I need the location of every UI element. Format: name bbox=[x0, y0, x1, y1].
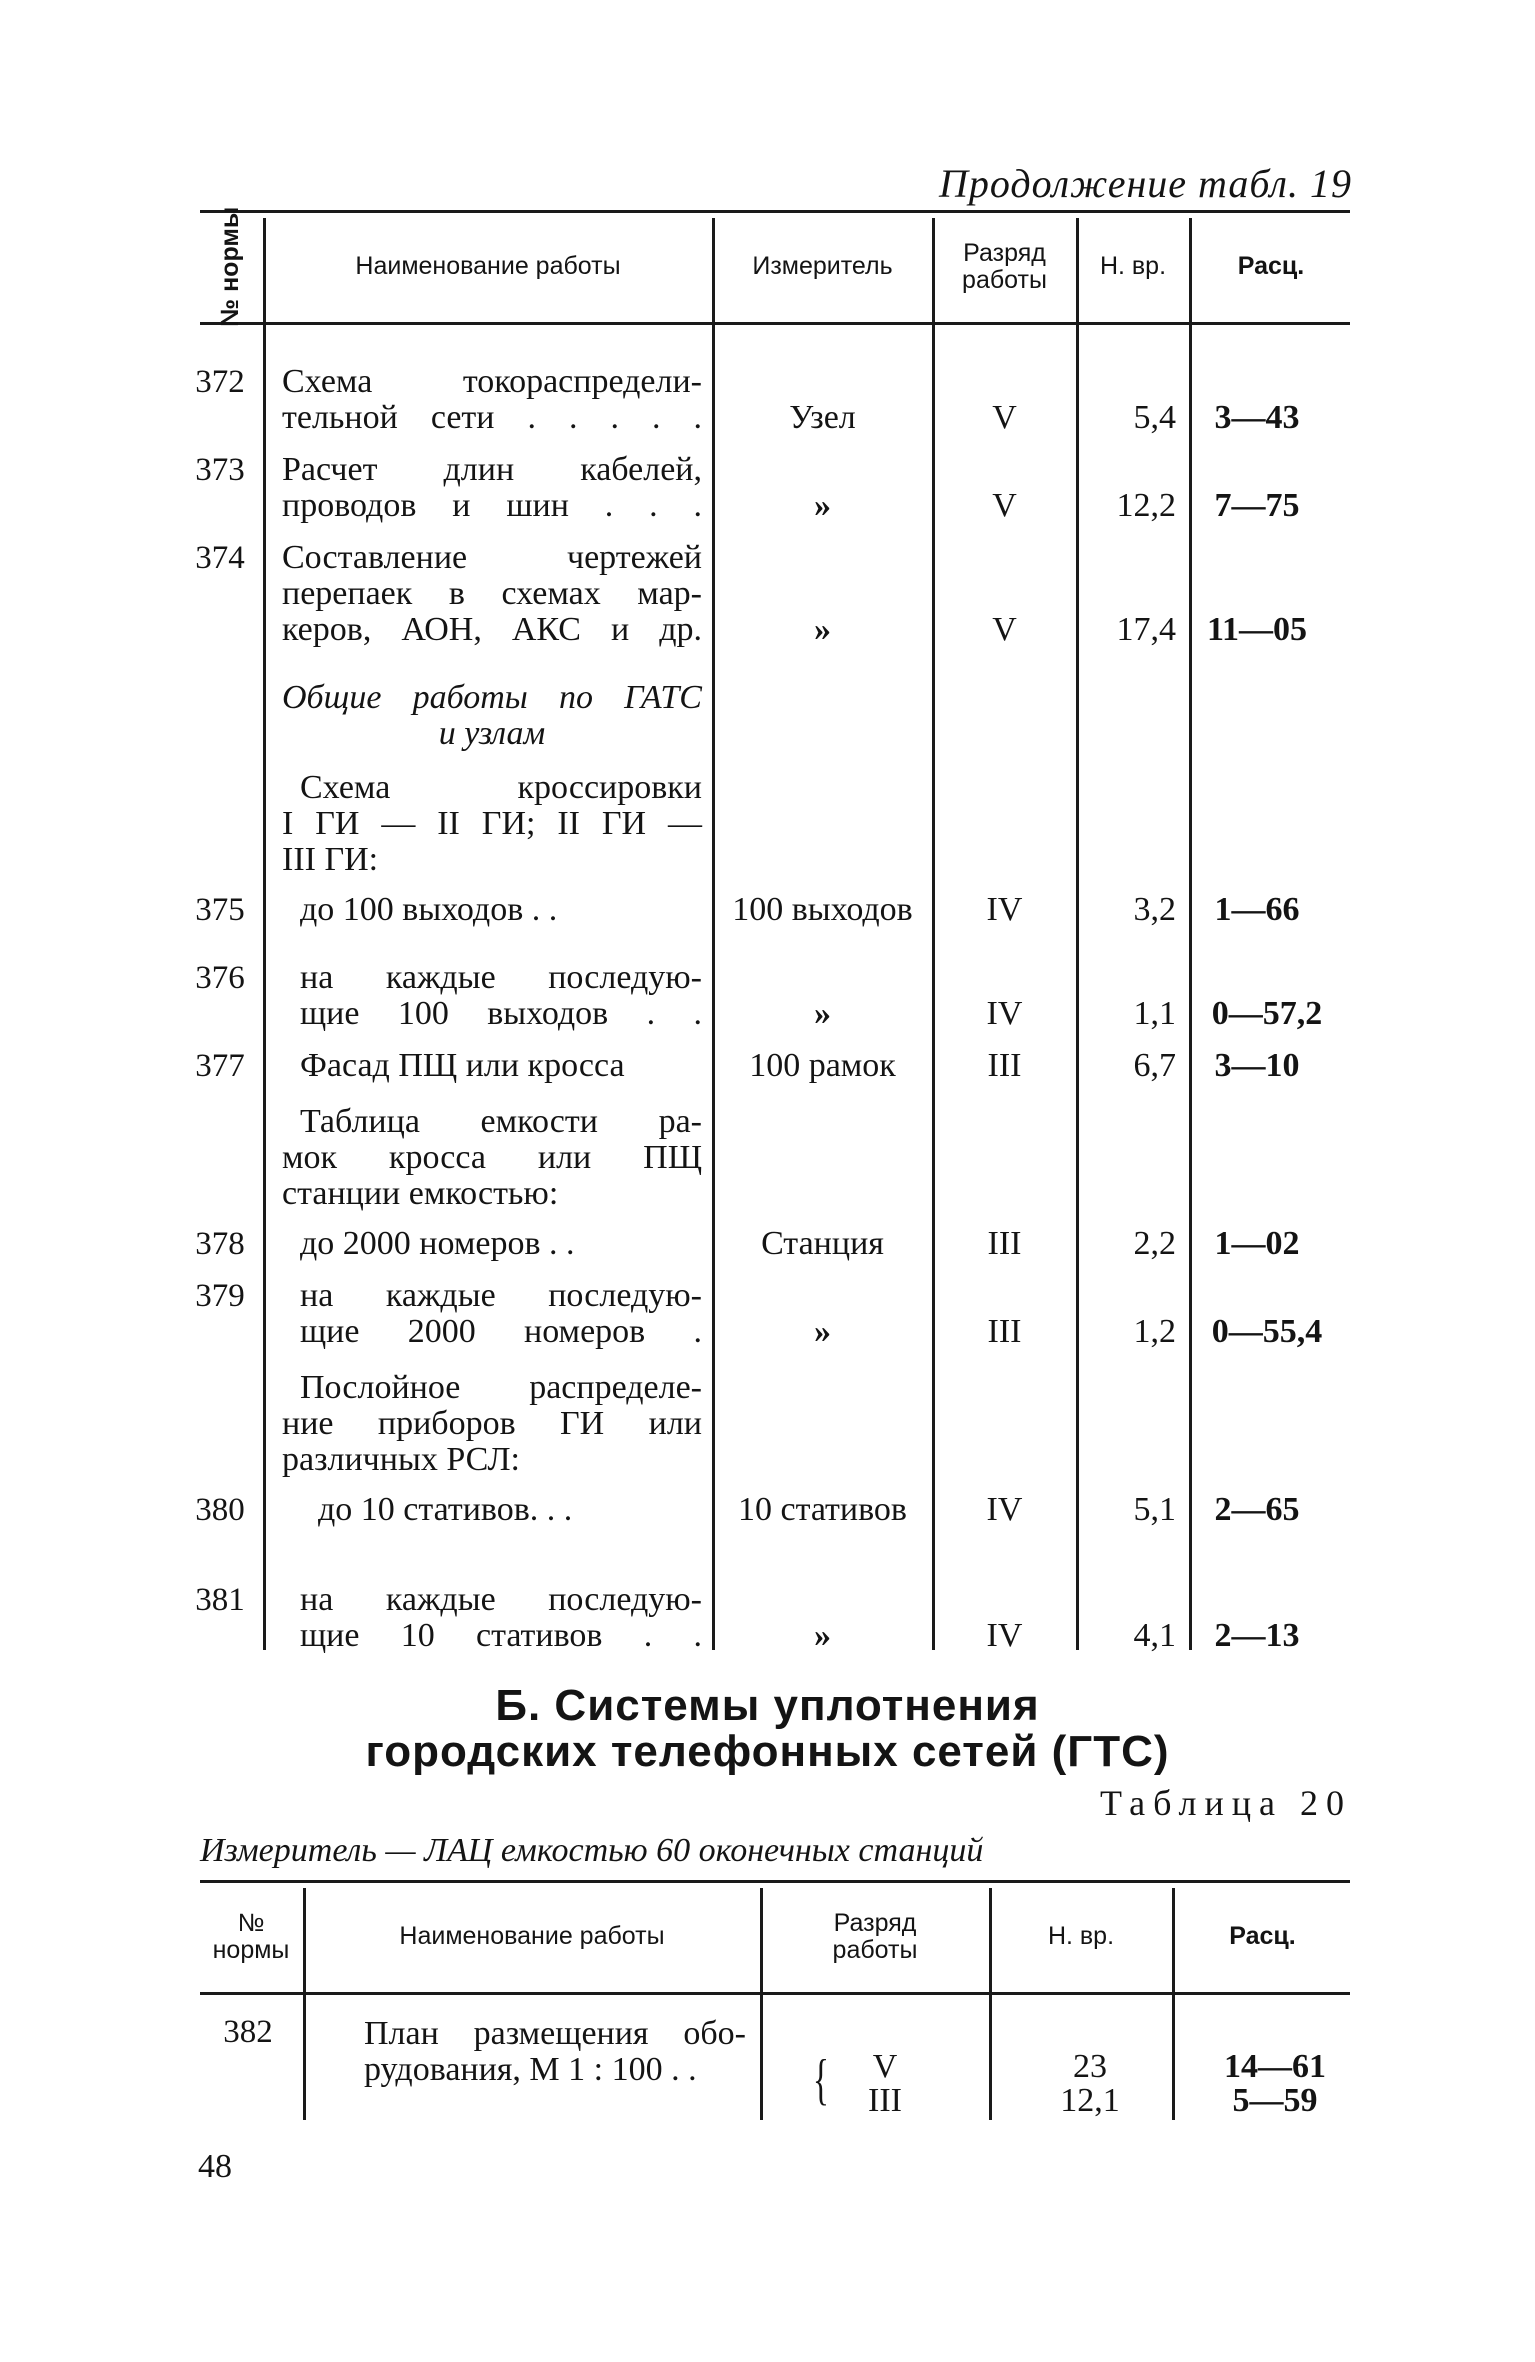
grade: IV bbox=[986, 995, 1023, 1032]
table-label: Таблица 20 bbox=[1100, 1783, 1352, 1823]
row-number: 378 bbox=[195, 1226, 245, 1262]
grade: III bbox=[868, 2082, 902, 2119]
table-top-rule bbox=[200, 210, 1350, 213]
row-number: 380 bbox=[195, 1492, 245, 1528]
header-name: Наименование работы bbox=[399, 1922, 665, 1951]
row-number: 372 bbox=[195, 364, 245, 400]
measure: 100 выходов bbox=[732, 891, 913, 928]
rate: 1—02 bbox=[1214, 1225, 1300, 1262]
work-name bbox=[282, 452, 702, 524]
heading-line: I ГИ — II ГИ; II ГИ — bbox=[282, 805, 703, 842]
measure: Узел bbox=[789, 399, 856, 436]
rate: 3—10 bbox=[1214, 1047, 1300, 1084]
subgroup-heading bbox=[282, 1104, 702, 1212]
name-line: керов, АОН, АКС и др. bbox=[282, 611, 702, 648]
grade: III bbox=[987, 1313, 1022, 1350]
norm-time: 12,1 bbox=[1060, 2082, 1120, 2119]
grade: III bbox=[987, 1047, 1022, 1084]
name-line: тельной сети . . . . . bbox=[282, 399, 702, 436]
norm-time: 23 bbox=[1073, 2048, 1107, 2085]
name-line: проводов и шин . . . bbox=[282, 487, 702, 524]
norm-time: 4,1 bbox=[1133, 1617, 1176, 1654]
header-measure: Измеритель bbox=[752, 252, 893, 281]
header-no: № нормы bbox=[216, 207, 245, 327]
row-number: 376 bbox=[195, 960, 245, 996]
header-rate: Расц. bbox=[1237, 252, 1305, 281]
header-rate: Расц. bbox=[1229, 1922, 1296, 1951]
name-line: перепаек в схемах мар- bbox=[282, 575, 702, 612]
grade: V bbox=[872, 2048, 898, 2085]
name-line: План размещения обо- bbox=[364, 2015, 746, 2052]
name-line: щие 10 стативов . . bbox=[300, 1617, 702, 1654]
header-bottom-rule bbox=[200, 1992, 1350, 1995]
norm-time: 17,4 bbox=[1116, 611, 1176, 648]
heading-line: Общие работы по ГАТС bbox=[282, 679, 702, 716]
norm-time: 5,1 bbox=[1133, 1491, 1176, 1528]
work-name bbox=[282, 1582, 702, 1654]
rate: 3—43 bbox=[1214, 399, 1300, 436]
measure: 10 стативов bbox=[737, 1491, 907, 1528]
grade: IV bbox=[986, 891, 1023, 928]
measure: Станция bbox=[761, 1225, 884, 1262]
norm-time: 3,2 bbox=[1133, 891, 1176, 928]
header-no: № нормы bbox=[212, 1908, 290, 1964]
continuation-caption: Продолжение табл. 19 bbox=[938, 161, 1352, 206]
work-name bbox=[282, 1492, 702, 1528]
work-name bbox=[282, 1226, 702, 1262]
grade: III bbox=[987, 1225, 1022, 1262]
norm-time: 1,2 bbox=[1133, 1313, 1176, 1350]
row-number: 373 bbox=[195, 452, 245, 488]
header-name: Наименование работы bbox=[355, 252, 621, 281]
name-line: Схема токораспредели- bbox=[282, 363, 702, 400]
grade-list bbox=[845, 2050, 925, 2118]
row-number: 377 bbox=[195, 1048, 245, 1084]
row-number: 381 bbox=[195, 1582, 245, 1618]
norm-time: 6,7 bbox=[1133, 1047, 1176, 1084]
work-name bbox=[282, 1048, 702, 1084]
grade: IV bbox=[986, 1491, 1023, 1528]
work-name bbox=[282, 540, 702, 648]
norm-time: 5,4 bbox=[1133, 399, 1176, 436]
name-line: Фасад ПЩ или кросса bbox=[300, 1047, 625, 1084]
name-line: щие 100 выходов . . bbox=[300, 995, 702, 1032]
norm-time: 12,2 bbox=[1116, 487, 1176, 524]
page-number: 48 bbox=[198, 2148, 232, 2185]
name-line: на каждые последую- bbox=[300, 959, 702, 996]
header-grade: Разряд работы bbox=[832, 1908, 918, 1964]
rate: 14—61 bbox=[1224, 2048, 1326, 2085]
col-divider bbox=[263, 218, 266, 1650]
section-title-line-1: Б. Системы уплотнения bbox=[495, 1681, 1040, 1730]
norm-time: 2,2 bbox=[1133, 1225, 1176, 1262]
grade: V bbox=[992, 399, 1017, 436]
row-number: 375 bbox=[195, 892, 245, 928]
measure: » bbox=[814, 995, 831, 1032]
work-name bbox=[282, 960, 702, 1032]
measure: » bbox=[814, 611, 831, 648]
rate: 0—55,4 bbox=[1211, 1313, 1323, 1350]
heading-line: Схема кроссировки bbox=[300, 769, 702, 806]
grade-brace: { bbox=[812, 2049, 830, 2111]
row-number: 379 bbox=[195, 1278, 245, 1314]
rate: 2—65 bbox=[1214, 1491, 1300, 1528]
name-line: до 10 стативов. . . bbox=[318, 1491, 573, 1528]
rate: 5—59 bbox=[1232, 2082, 1318, 2119]
measure: 100 рамок bbox=[749, 1047, 896, 1084]
rate: 7—75 bbox=[1214, 487, 1300, 524]
name-line: щие 2000 номеров . bbox=[300, 1313, 702, 1350]
header-bottom-rule bbox=[200, 322, 1350, 325]
section-title-line-2: городских телефонных сетей (ГТС) bbox=[365, 1727, 1170, 1776]
work-name bbox=[282, 892, 702, 928]
rate-list bbox=[1200, 2050, 1350, 2118]
name-line: на каждые последую- bbox=[300, 1277, 702, 1314]
name-line: рудования, М 1 : 100 . . bbox=[364, 2051, 697, 2088]
rate: 2—13 bbox=[1214, 1617, 1300, 1654]
measure: » bbox=[814, 1617, 831, 1654]
rate: 1—66 bbox=[1214, 891, 1300, 928]
row-number: 382 bbox=[223, 2014, 273, 2050]
row-number: 374 bbox=[195, 540, 245, 576]
grade: IV bbox=[986, 1617, 1023, 1654]
heading-line: ние приборов ГИ или bbox=[282, 1405, 702, 1442]
header-time: Н. вр. bbox=[1047, 1922, 1115, 1951]
rate: 0—57,2 bbox=[1211, 995, 1323, 1032]
header-grade: Разряд работы bbox=[962, 238, 1047, 294]
heading-line: мок кросса или ПЩ bbox=[282, 1139, 702, 1176]
grade: V bbox=[992, 487, 1017, 524]
name-line: Расчет длин кабелей, bbox=[282, 451, 702, 488]
norm-time: 1,1 bbox=[1133, 995, 1176, 1032]
grade: V bbox=[992, 611, 1017, 648]
heading-line: Послойное распределе- bbox=[300, 1369, 702, 1406]
heading-line: и узлам bbox=[438, 715, 546, 752]
group-heading bbox=[282, 680, 702, 752]
subgroup-heading bbox=[282, 770, 702, 878]
header-time: Н. вр. bbox=[1099, 252, 1167, 281]
subgroup-heading bbox=[282, 1370, 702, 1478]
heading-line: III ГИ: bbox=[282, 841, 379, 878]
work-name bbox=[364, 2016, 746, 2088]
heading-line: Таблица емкости ра- bbox=[300, 1103, 702, 1140]
work-name bbox=[282, 364, 702, 436]
name-line: на каждые последую- bbox=[300, 1581, 702, 1618]
name-line: Составление чертежей bbox=[282, 539, 702, 576]
measure-note: Измеритель — ЛАЦ емкостью 60 оконечных станций bbox=[200, 1832, 984, 1869]
name-line: до 100 выходов . . bbox=[300, 891, 558, 928]
heading-line: станции емкостью: bbox=[282, 1175, 559, 1212]
table-top-rule bbox=[200, 1880, 1350, 1883]
measure: » bbox=[814, 1313, 831, 1350]
heading-line: различных РСЛ: bbox=[282, 1441, 520, 1478]
work-name bbox=[282, 1278, 702, 1350]
rate: 11—05 bbox=[1206, 611, 1308, 648]
name-line: до 2000 номеров . . bbox=[300, 1225, 575, 1262]
measure: » bbox=[814, 487, 831, 524]
norm-time-list bbox=[1030, 2050, 1150, 2118]
